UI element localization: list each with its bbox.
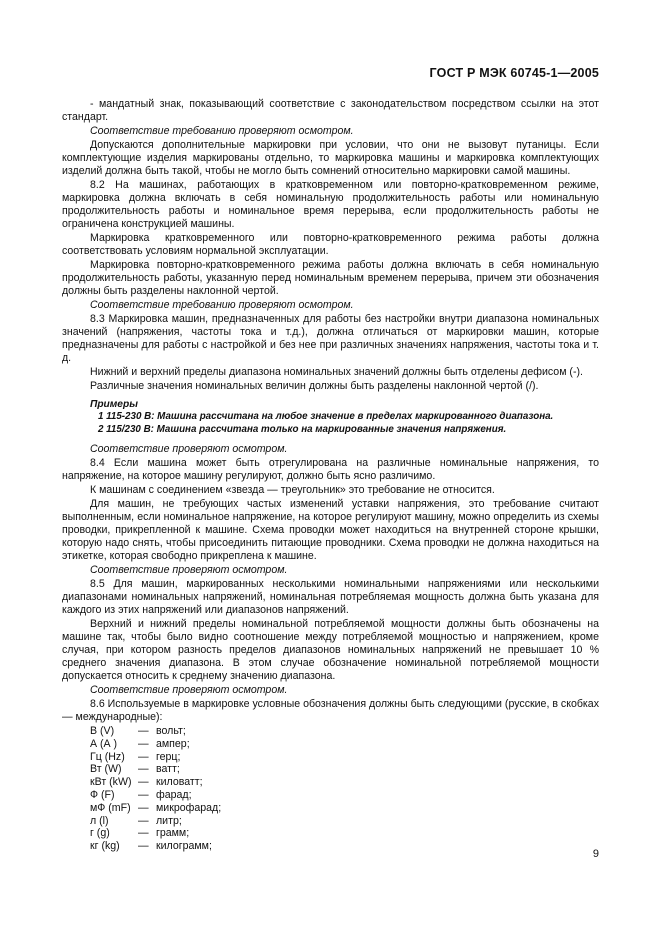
paragraph: К машинам с соединением «звезда — треугольник» это требование не относится. [90,484,495,496]
page-number: 9 [592,848,599,860]
paragraph: Различные значения номинальных величин должны быть разделены наклонной чертой (/). [90,380,539,392]
unit-dash: — [138,737,149,750]
paragraph: Допускаются дополнительные маркировки при условии, что они не вызовут путаницы. Если комплектующие изделия маркированы отдельно, то маркировка машины и маркировка комплектующих изделий должна быть такой, чтобы не могло быть сомнений относительно маркировки самой машины. [62,139,599,177]
conformity-note: Соответствие требованию проверяют осмотром. [90,125,354,137]
unit-symbol: А (А ) [90,737,118,750]
unit-name: ампер; [156,737,190,750]
unit-dash: — [138,776,149,789]
unit-row [90,789,221,802]
unit-dash: — [138,750,149,763]
document-header: ГОСТ Р МЭК 60745-1—2005 [429,66,599,80]
unit-symbol: л (l) [90,814,109,827]
unit-dash: — [138,840,149,853]
example-item-1: 1 115-230 В: Машина рассчитана на любое значение в пределах маркированного диапазона. [98,411,554,422]
unit-row [90,802,221,815]
paragraphs-bottom [62,443,599,724]
unit-dash: — [138,725,149,737]
unit-name: килограмм; [156,840,212,853]
paragraph: 8.3 Маркировка машин, предназначенных для работы без настройки внутри диапазона номинальных значений (напряжения, частоты тока и т.д.), должна отличаться от маркировки машин, которые предназначены для работы с настройкой и без нее при различных значениях напряжения, частоты тока и т. д. [62,313,599,364]
unit-row [90,738,221,751]
unit-symbol: Вт (W) [90,763,122,776]
conformity-note: Соответствие проверяют осмотром. [90,684,288,696]
unit-row [90,776,221,789]
units-table [90,725,221,853]
unit-symbol: мФ (mF) [90,801,131,814]
unit-dash: — [138,763,149,776]
conformity-note: Соответствие проверяют осмотром. [90,564,288,576]
examples-title: Примеры [90,399,138,410]
unit-symbol: Ф (F) [90,788,115,801]
unit-symbol: кВт (kW) [90,776,132,789]
paragraph: 8.2 На машинах, работающих в кратковременном или повторно-кратковременном режиме, маркировка должна включать в себя номинальную продолжительность работы или номинальную продолжительность работы и номинальное время перерыва, если продолжительность работы не ограничена конструкцией машины. [62,179,599,230]
unit-name: литр; [156,814,182,827]
unit-name: киловатт; [156,776,203,789]
conformity-note: Соответствие проверяют осмотром. [90,443,288,455]
unit-symbol: Гц (Hz) [90,750,125,763]
example-item-2: 2 115/230 В: Машина рассчитана только на маркированные значения напряжения. [98,423,507,435]
unit-name: грамм; [156,827,190,840]
unit-name: вольт; [156,725,186,737]
unit-dash: — [138,801,149,814]
unit-row [90,725,221,738]
unit-row [90,827,221,840]
paragraph: Маркировка повторно-кратковременного режима работы должна включать в себя номинальную продолжительность работы, указанную перед номинальным временем перерыва, причем эти обозначения должны быть разделены наклонной чертой. [62,259,599,297]
unit-symbol: В (V) [90,725,115,737]
unit-row [90,751,221,764]
unit-row [90,815,221,828]
unit-name: герц; [156,750,181,763]
unit-symbol: кг (kg) [90,840,120,853]
paragraph: Для машин, не требующих частых изменений уставки напряжения, это требование считают выполненным, если номинальное напряжение, на которое регулируют машину, можно определить из схемы проводки, прикрепленной к машине. Схема проводки может находиться на внутренней стороне крышки, которую надо снять, чтобы присоединить питающие проводники. Схема проводки не должна находиться на этикетке, которая свободно прикреплена к машине. [62,498,599,562]
examples-block [62,398,599,436]
paragraph: 8.6 Используемые в маркировке условные обозначения должны быть следующими (русские, в скобках — международные): [62,698,599,723]
unit-dash: — [138,814,149,827]
paragraph: Верхний и нижний пределы номинальной потребляемой мощности должны быть обозначены на машине так, чтобы было видно соотношение между потребляемой мощностью и напряжением, кроме случая, при котором разность пределов диапазонов номинальных напряжений не превышает 10 % среднего значения диапазона. В этом случае обозначение номинальной потребляемой мощности допускается относить к среднему значению диапазона. [62,618,599,682]
unit-row [90,763,221,776]
unit-dash: — [138,827,149,840]
unit-name: микрофарад; [156,801,222,814]
unit-name: ватт; [156,763,180,776]
paragraphs-top [62,98,599,393]
unit-symbol: г (g) [90,827,110,840]
document-body [62,98,599,853]
paragraph: Маркировка кратковременного или повторно-кратковременного режима работы должна соответствовать условиям нормальной эксплуатации. [62,232,599,257]
paragraph: - мандатный знак, показывающий соответствие с законодательством посредством ссылки на этот стандарт. [62,98,599,123]
unit-row [90,840,221,853]
unit-dash: — [138,788,149,801]
paragraph: 8.5 Для машин, маркированных несколькими номинальными напряжениями или несколькими диапазонами номинальных напряжений, номинальная потребляемая мощность должна быть указана для каждого из этих напряжений или диапазонов напряжений. [62,578,599,616]
conformity-note: Соответствие требованию проверяют осмотром. [90,299,354,311]
paragraph: Нижний и верхний пределы диапазона номинальных значений должны быть отделены дефисом (-). [90,366,583,378]
unit-name: фарад; [156,788,192,801]
paragraph: 8.4 Если машина может быть отрегулирована на различные номинальные напряжения, то напряжение, на которое машину регулируют, должно быть ясно различимо. [62,457,599,482]
